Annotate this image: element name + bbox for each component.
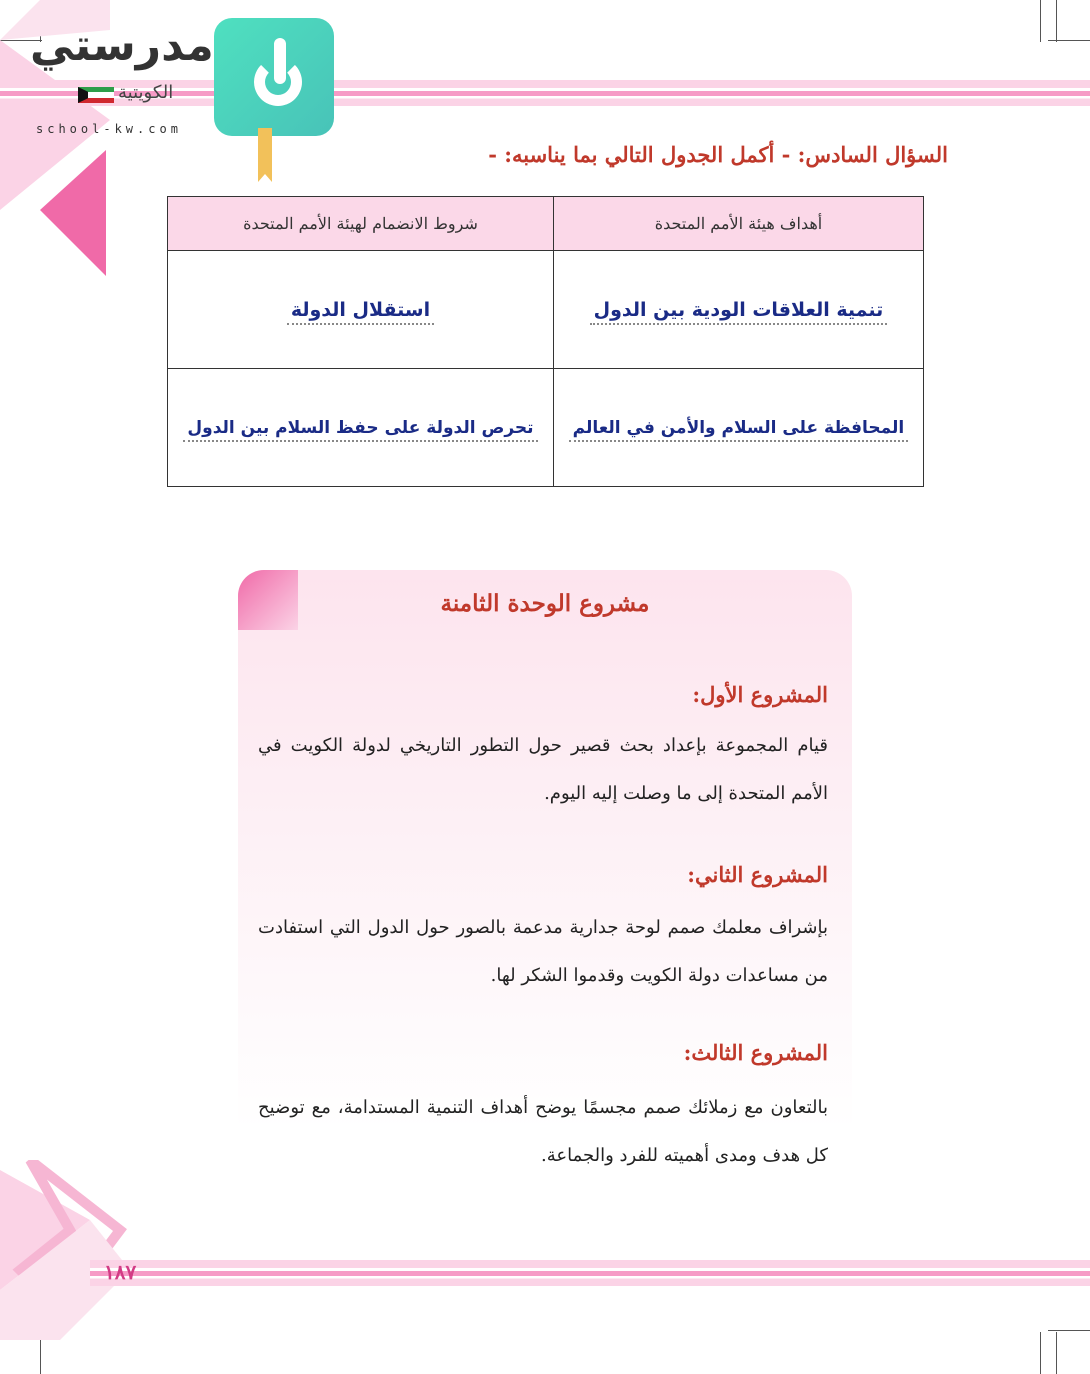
project-title: مشروع الوحدة الثامنة: [440, 590, 650, 617]
logo-icon: [214, 18, 334, 136]
answer-text: تنمية العلاقات الودية بين الدول: [590, 299, 888, 325]
question-heading: السؤال السادس: - أكمل الجدول التالي بما يناسبه: -: [488, 142, 948, 167]
table-cell: [168, 251, 554, 369]
crop-mark: [1048, 40, 1090, 41]
brand-title: مدرستي: [30, 20, 214, 71]
project-heading: المشروع الأول:: [692, 682, 828, 707]
answer-text: استقلال الدولة: [287, 299, 434, 325]
kuwait-flag-icon: [78, 87, 114, 103]
crop-mark: [1056, 0, 1057, 42]
brand-url: school-kw.com: [36, 122, 182, 136]
crop-mark: [1040, 0, 1041, 42]
answer-table: [167, 196, 924, 487]
project-text: بإشراف معلمك صمم لوحة جدارية مدعمة بالصور حول الدول التي استفادت من مساعدات دولة الكويت وقدموا الشكر لها.: [258, 917, 828, 986]
corner-decoration-bottom: [0, 1160, 160, 1340]
crop-mark: [1040, 1332, 1041, 1374]
project-heading: المشروع الثالث:: [683, 1040, 828, 1065]
answer-text: تحرص الدولة على حفظ السلام بين الدول: [183, 418, 537, 442]
table-cell: [168, 369, 554, 487]
table-header-row: [168, 197, 924, 251]
answer-text: المحافظة على السلام والأمن في العالم: [569, 418, 909, 442]
table-row: [168, 369, 924, 487]
table-row: [168, 251, 924, 369]
page-number: ١٨٧: [104, 1260, 137, 1284]
table-cell: [553, 251, 923, 369]
bottom-decorative-band: [90, 1260, 1090, 1286]
project-text: قيام المجموعة بإعداد بحث قصير حول التطور التاريخي لدولة الكويت في الأمم المتحدة إلى ما وصلت إليه اليوم.: [258, 735, 828, 804]
brand-subtitle: الكويتية: [118, 82, 174, 103]
crop-mark: [1048, 1330, 1090, 1331]
table-header: أهداف هيئة الأمم المتحدة: [553, 197, 923, 251]
project-text: بالتعاون مع زملائك صمم مجسمًا يوضح أهداف التنمية المستدامة، مع توضيح كل هدف ومدى أهميته للفرد والجماعة.: [258, 1097, 828, 1166]
logo-ribbon-icon: [258, 128, 272, 174]
crop-mark: [1056, 1332, 1057, 1374]
table-header: شروط الانضمام لهيئة الأمم المتحدة: [168, 197, 554, 251]
project-heading: المشروع الثاني:: [687, 862, 828, 887]
table-cell: [553, 369, 923, 487]
